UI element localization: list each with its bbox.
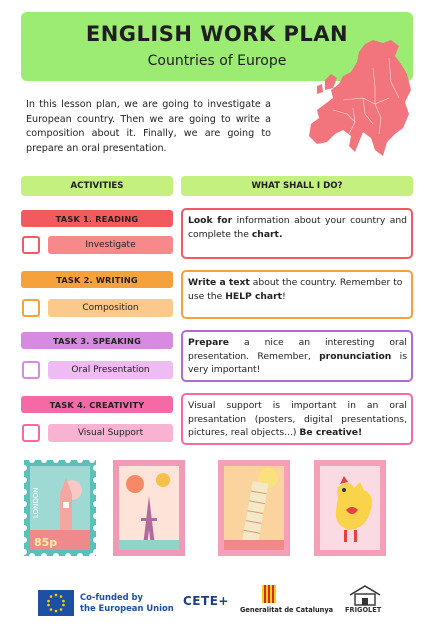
generalitat-logo: Generalitat de Catalunya [240, 606, 334, 614]
what-shall-i-do-header: WHAT SHALL I DO? [181, 176, 413, 196]
frigolet-house-icon [347, 584, 383, 606]
svg-text:85p: 85p [34, 536, 58, 549]
task-creativity-title: TASK 4. CREATIVITY [21, 396, 173, 413]
task-speaking-description: Prepare a nice an interesting oral presentation. Remember, pronunciation is very important! [181, 330, 413, 382]
eu-cofunded-label: Co-funded by the European Union [80, 592, 174, 613]
cete-logo: CETE+ [183, 594, 229, 608]
task-writing-activity: Composition [48, 299, 173, 317]
page-title: ENGLISH WORK PLAN [85, 22, 349, 46]
catalonia-shield-icon [262, 585, 276, 603]
task-creativity-activity: Visual Support [48, 424, 173, 442]
frigolet-logo: FRIGOLET [345, 606, 382, 614]
intro-paragraph: In this lesson plan, we are going to investigate a European country. Then we are going to write a composition about it. Finally, we are going to prepare an oral presentation. [26, 99, 271, 154]
task-writing-description: Write a text about the country. Remember to use the HELP chart! [181, 270, 413, 319]
task-reading-title: TASK 1. READING [21, 210, 173, 227]
task-speaking-title: TASK 3. SPEAKING [21, 332, 173, 349]
europe-map-icon [303, 38, 413, 164]
activities-header: ACTIVITIES [21, 176, 173, 196]
task-writing-title: TASK 2. WRITING [21, 271, 173, 288]
pisa-tower-stamp-icon [218, 460, 290, 556]
task-reading-description: Look for information about your country and complete the chart. [181, 208, 413, 259]
task-creativity-description: Visual support is important in an oral presantation (posters, digital presentations, pictures, real objects...) Be creative! [181, 393, 413, 445]
task-reading-activity: Investigate [48, 236, 173, 254]
task-creativity-checkbox[interactable] [22, 424, 40, 442]
paris-eiffel-stamp-icon [113, 460, 185, 556]
london-stamp-icon [24, 460, 96, 556]
task-speaking-activity: Oral Presentation [48, 361, 173, 379]
task-writing-checkbox[interactable] [22, 299, 40, 317]
task-speaking-checkbox[interactable] [22, 361, 40, 379]
rooster-stamp-icon [314, 460, 386, 556]
page-subtitle: Countries of Europe [147, 53, 287, 69]
svg-text:LONDON: LONDON [32, 487, 40, 518]
eu-flag-icon [38, 590, 74, 616]
task-reading-checkbox[interactable] [22, 236, 40, 254]
